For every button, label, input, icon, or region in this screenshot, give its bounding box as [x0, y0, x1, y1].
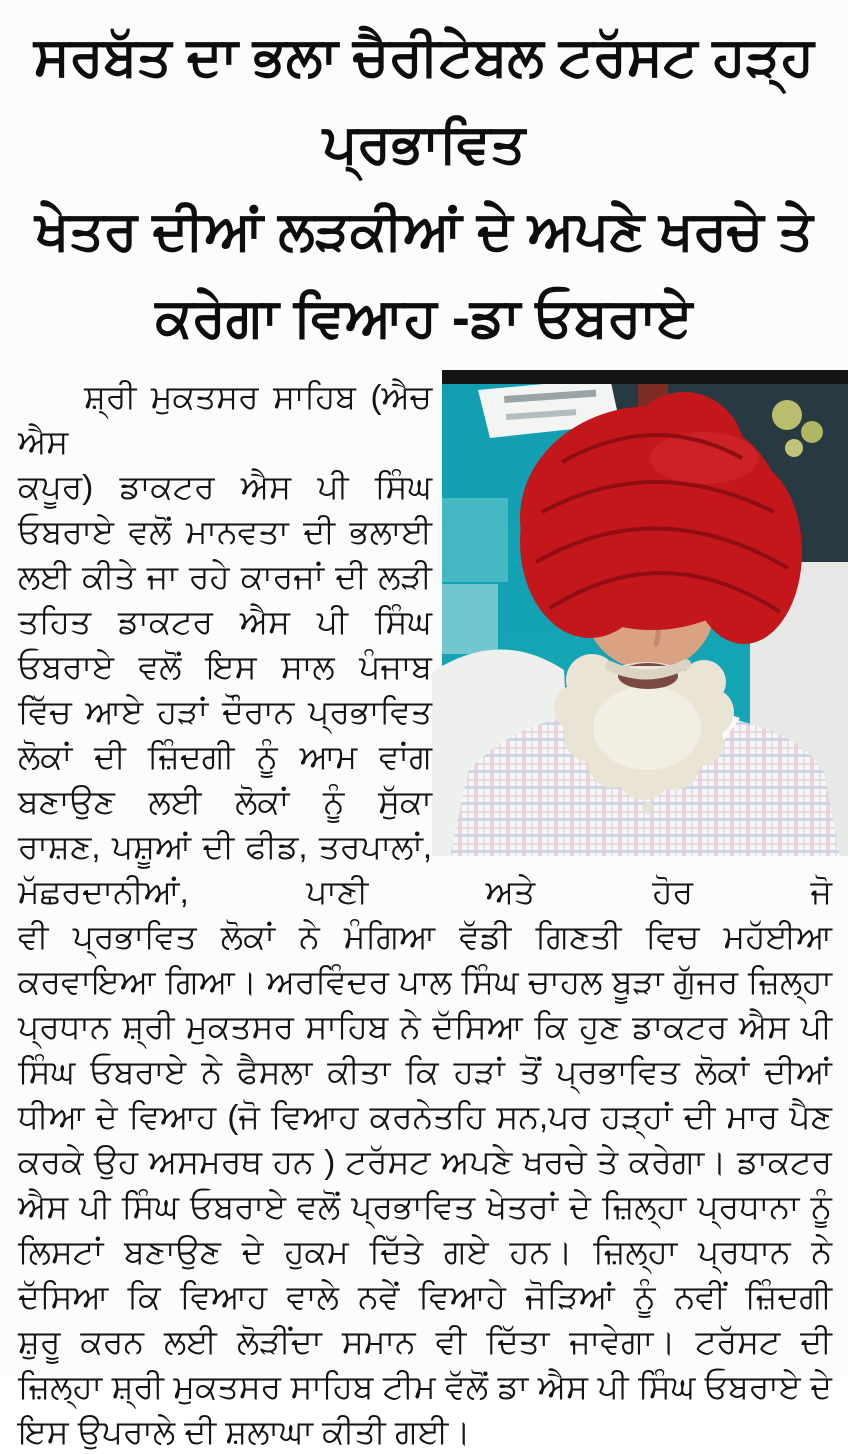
article-line: ਐਸ ਪੀ ਸਿੰਘ ਓਬਰਾਏ ਵਲੋਂ ਪ੍ਰਭਾਵਿਤ ਖੇਤਰਾਂ ਦੇ ਜ਼ਿਲ੍ਹਾ ਪ੍ਰਧਾਨਾ ਨੂੰ — [18, 1188, 832, 1225]
article-line: ਓਬਰਾਏ ਵਲੋਂ ਇਸ ਸਾਲ ਪੰਜਾਬ — [18, 648, 432, 685]
article-line: ਕਰਕੇ ਉਹ ਅਸਮਰਥ ਹਨ ) ਟਰੱਸਟ ਅਪਣੇ ਖਰਚੇ ਤੇ ਕਰੇਗਾ। ਡਾਕਟਰ — [18, 1143, 832, 1180]
article-line: ਲਈ ਕੀਤੇ ਜਾ ਰਹੇ ਕਾਰਜਾਂ ਦੀ ਲੜੀ — [18, 558, 432, 595]
article-line: ਕਪੂਰ) ਡਾਕਟਰ ਐਸ ਪੀ ਸਿੰਘ — [18, 468, 432, 505]
photo-top-bar — [442, 370, 848, 384]
article-body — [0, 362, 848, 1454]
article-line: ਤਹਿਤ ਡਾਕਟਰ ਐਸ ਪੀ ਸਿੰਘ — [18, 603, 432, 640]
article-line: ਦੱਸਿਆ ਕਿ ਵਿਆਹ ਵਾਲੇ ਨਵੇਂ ਵਿਆਹੇ ਜੋੜਿਆਂ ਨੂੰ ਨਵੀਂ ਜ਼ਿੰਦਗੀ — [18, 1278, 832, 1315]
headline-line-2: ਖੇਤਰ ਦੀਆਂ ਲੜਕੀਆਂ ਦੇ ਅਪਣੇ ਖਰਚੇ ਤੇ — [35, 201, 813, 261]
article-line: ਓਬਰਾਏ ਵਲੋਂ ਮਾਨਵਤਾ ਦੀ ਭਲਾਈ — [18, 513, 432, 550]
article-photo — [442, 370, 848, 856]
article-line: ਰਾਸ਼ਣ, ਪਸ਼ੂਆਂ ਦੀ ਫੀਡ, ਤਰਪਾਲਾਂ, — [18, 828, 432, 865]
article-line: ਵੀ ਪ੍ਰਭਾਵਿਤ ਲੋਕਾਂ ਨੇ ਮੰਗਿਆ ਵੱਡੀ ਗਿਣਤੀ ਵਿਚ ਮਹੱਈਆ — [18, 918, 832, 955]
article-line: ਸ਼ੁਰੂ ਕਰਨ ਲਈ ਲੋੜੀਂਦਾ ਸਮਾਨ ਵੀ ਦਿੱਤਾ ਜਾਵੇਗਾ। ਟਰੱਸਟ ਦੀ — [18, 1323, 832, 1360]
article-line: ਲੋਕਾਂ ਦੀ ਜ਼ਿੰਦਗੀ ਨੂੰ ਆਮ ਵਾਂਗ — [18, 738, 432, 775]
article-line: ਸ਼੍ਰੀ ਮੁਕਤਸਰ ਸਾਹਿਬ (ਐਚ ਐਸ — [18, 378, 432, 460]
article-line: ਮੱਛਰਦਾਨੀਆਂ, ਪਾਣੀ ਅਤੇ ਹੋਰ ਜੋ — [18, 873, 832, 910]
article-line: ਲਿਸਟਾਂ ਬਣਾਉਣ ਦੇ ਹੁਕਮ ਦਿੱਤੇ ਗਏ ਹਨ। ਜ਼ਿਲ੍ਹਾ ਪ੍ਰਧਾਨ ਨੇ — [18, 1233, 832, 1270]
article-line: ਜ਼ਿਲ੍ਹਾ ਸ਼੍ਰੀ ਮੁਕਤਸਰ ਸਾਹਿਬ ਟੀਮ ਵੱਲੋਂ ਡਾ ਐਸ ਪੀ ਸਿੰਘ ਓਬਰਾਏ ਦੇ — [18, 1368, 832, 1405]
article-line: ਪ੍ਰਧਾਨ ਸ਼੍ਰੀ ਮੁਕਤਸਰ ਸਾਹਿਬ ਨੇ ਦੱਸਿਆ ਕਿ ਹੁਣ ਡਾਕਟਰ ਐਸ ਪੀ — [18, 1008, 832, 1045]
article-line: ਕਰਵਾਇਆ ਗਿਆ। ਅਰਵਿੰਦਰ ਪਾਲ ਸਿੰਘ ਚਾਹਲ ਬੂੜਾ ਗੁੱਜਰ ਜ਼ਿਲ੍ਹਾ — [18, 963, 832, 1000]
headline-line-3: ਕਰੇਗਾ ਵਿਆਹ -ਡਾ ਓਬਰਾਏ — [155, 288, 693, 348]
headline-line-1: ਸਰਬੱਤ ਦਾ ਭਲਾ ਚੈਰੀਟੇਬਲ ਟਰੱਸਟ ਹੜ੍ਹ ਪ੍ਰਭਾਵਿਤ — [33, 27, 815, 174]
article-line: ਧੀਆ ਦੇ ਵਿਆਹ (ਜੋ ਵਿਆਹ ਕਰਨੇਤਹਿ ਸਨ,ਪਰ ਹੜ੍ਹਾਂ ਦੀ ਮਾਰ ਪੈਣ — [18, 1098, 832, 1135]
article-line: ਇਸ ਉਪਰਾਲੇ ਦੀ ਸ਼ਲਾਘਾ ਕੀਤੀ ਗਈ। — [18, 1413, 471, 1450]
article-line: ਬਣਾਉਣ ਲਈ ਲੋਕਾਂ ਨੂੰ ਸੁੱਕਾ — [18, 783, 432, 820]
article-line: ਸਿੰਘ ਓਬਰਾਏ ਨੇ ਫੈਸਲਾ ਕੀਤਾ ਕਿ ਹੜਾਂ ਤੋਂ ਪ੍ਰਭਾਵਿਤ ਲੋਕਾਂ ਦੀਆਂ — [18, 1053, 832, 1090]
portrait-man-red-turban-photo — [442, 370, 848, 856]
article-line: ਵਿੱਚ ਆਏ ਹੜਾਂ ਦੌਰਾਨ ਪ੍ਰਭਾਵਿਤ — [18, 693, 432, 730]
headline — [0, 0, 848, 362]
